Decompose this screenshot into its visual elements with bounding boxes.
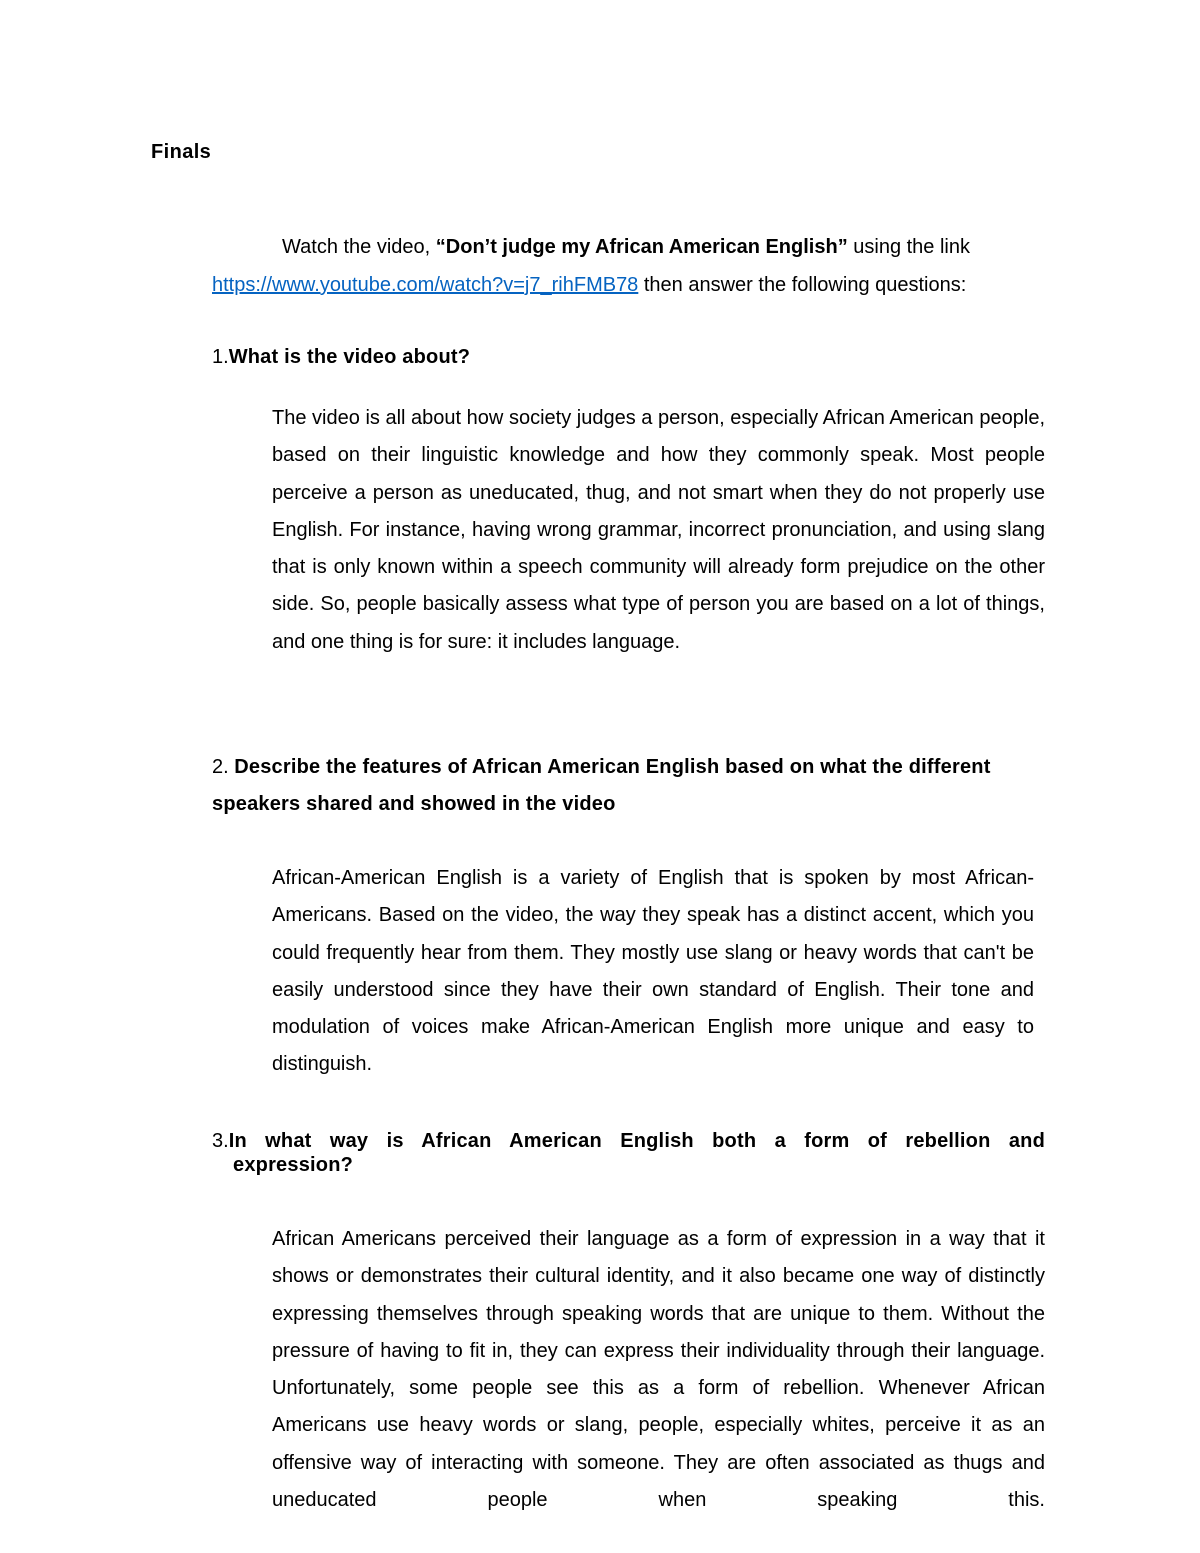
intro-paragraph [212, 228, 1037, 304]
question-number: 1. [212, 346, 229, 368]
video-title: “Don’t judge my African American English” [435, 236, 848, 258]
intro-suffix: then answer the following questions: [638, 274, 967, 296]
question-number: 2. [212, 756, 229, 778]
question-text: In what way is African American English both a form of rebellion and expression? [228, 1130, 1045, 1176]
answer-3: African Americans perceived their language as a form of expression in a way that it shows or demonstrates their cultural identity, and it also became one way of distinctly expressing themselves through speaking words that are unique to them. Without the pressure of having to fit in, they can express their individuality through their language. Unfortunately, some people see this as a form of rebellion. Whenever African Americans use heavy words or slang, people, especially whites, perceive it as an offensive way of interacting with someone. They are often associated as thugs and uneducated people when speaking this. [272, 1228, 1045, 1512]
question-text: Describe the features of African American English based on what the different speakers shared and showed in the video [212, 756, 991, 815]
answer-1: The video is all about how society judges a person, especially African American people, based on their linguistic knowledge and how they commonly speak. Most people perceive a person as uneducated, thug, and not smart when they do not properly use English. For instance, having wrong grammar, incorrect pronunciation, and using slang that is only known within a speech community will already form prejudice on the other side. So, people basically assess what type of person you are based on a lot of things, and one thing is for sure: it includes language. [272, 407, 1045, 653]
question-number: 3. [212, 1130, 229, 1152]
intro-middle: using the link [847, 236, 970, 258]
question-3 [212, 1129, 1045, 1177]
question-2 [212, 749, 1045, 823]
question-text: What is the video about? [228, 346, 471, 368]
document-title: Finals [151, 141, 212, 163]
intro-prefix: Watch the video, [282, 236, 436, 258]
video-link[interactable]: https://www.youtube.com/watch?v=j7_rihFMB78 [212, 274, 639, 296]
question-1 [212, 339, 1045, 376]
answer-2: African-American English is a variety of English that is spoken by most African-Americans. Based on the video, the way they speak has a distinct accent, which you could frequently hear from them. They mostly use slang or heavy words that can't be easily understood since they have their own standard of English. Their tone and modulation of voices make African-American English more unique and easy to distinguish. [272, 867, 1034, 1076]
